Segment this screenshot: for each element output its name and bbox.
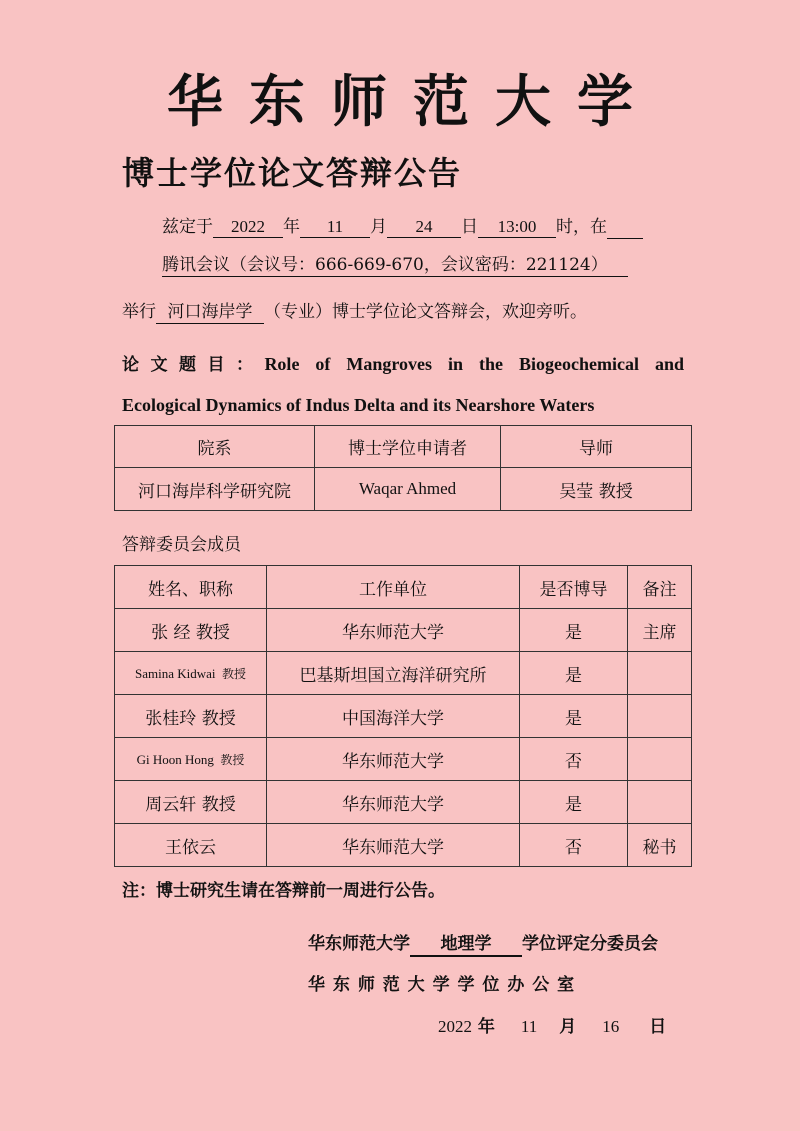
defense-day: 24 — [387, 216, 461, 238]
member-name: 周云轩 教授 — [115, 781, 267, 824]
time-unit: 时，在 — [556, 217, 607, 237]
month-unit: 月 — [370, 217, 387, 237]
committee-suffix: 学位评定分委员会 — [522, 934, 658, 954]
committee-table — [114, 565, 692, 867]
member-name — [115, 652, 267, 695]
member-organization: 中国海洋大学 — [267, 695, 520, 738]
issue-date — [438, 1012, 666, 1037]
date-prefix: 兹定于 — [162, 217, 213, 237]
member-title: 教授 — [222, 666, 247, 681]
announcement-line-2 — [162, 255, 628, 277]
thesis-label: 论文题目： — [122, 355, 265, 375]
degree-office: 华 东 师 范 大 学 学 位 办 公 室 — [308, 975, 576, 995]
table-row — [115, 781, 692, 824]
hold-prefix: 举行 — [122, 302, 156, 322]
advisor: 吴莹 教授 — [501, 468, 692, 511]
discipline: 地理学 — [410, 934, 522, 957]
announcement-line-1 — [162, 212, 643, 239]
header-organization: 工作单位 — [267, 566, 520, 609]
applicant: Waqar Ahmed — [315, 468, 501, 511]
member-name: 张 经 教授 — [115, 609, 267, 652]
venue: 腾讯会议（会议号：666-669-670，会议密码：221124） — [162, 255, 628, 277]
defense-time: 13:00 — [478, 216, 556, 238]
university-name: 华东师范大学 — [167, 69, 659, 135]
member-name — [115, 738, 267, 781]
info-table-row — [115, 468, 692, 511]
issue-day-unit: 日 — [649, 1017, 667, 1037]
header-note: 备注 — [628, 566, 692, 609]
major: 河口海岸学 — [156, 302, 264, 324]
member-note — [628, 738, 692, 781]
member-organization: 华东师范大学 — [267, 824, 520, 867]
committee-header — [115, 566, 692, 609]
issue-year-unit: 年 — [477, 1017, 495, 1037]
member-supervisor: 是 — [520, 652, 628, 695]
issue-year: 2022 — [438, 1017, 472, 1036]
day-unit: 日 — [461, 217, 478, 237]
member-supervisor: 是 — [520, 695, 628, 738]
member-name: 张桂玲 教授 — [115, 695, 267, 738]
table-row — [115, 695, 692, 738]
header-name: 姓名、职称 — [115, 566, 267, 609]
info-table-header — [115, 426, 692, 468]
member-supervisor: 否 — [520, 824, 628, 867]
issue-month-unit: 月 — [559, 1017, 577, 1037]
member-name-latin: Gi Hoon Hong — [136, 751, 214, 767]
member-organization: 巴基斯坦国立海洋研究所 — [267, 652, 520, 695]
member-supervisor: 是 — [520, 609, 628, 652]
table-row — [115, 738, 692, 781]
issue-day: 16 — [602, 1017, 620, 1036]
year-unit: 年 — [283, 217, 300, 237]
header-department: 院系 — [115, 426, 315, 468]
member-name-latin: Samina Kidwai — [134, 665, 216, 681]
header-applicant: 博士学位申请者 — [315, 426, 501, 468]
member-name: 王依云 — [115, 824, 267, 867]
thesis-title-part-1: Role of Mangroves in the Biogeochemical and — [264, 354, 685, 374]
committee-label: 答辩委员会成员 — [122, 535, 241, 555]
thesis-title-line-2: Ecological Dynamics of Indus Delta and its Nearshore Waters — [122, 395, 595, 415]
thesis-title-line-1 — [122, 350, 684, 375]
committee-prefix: 华东师范大学 — [308, 934, 410, 954]
info-table — [114, 425, 692, 511]
footer-note: 注：博士研究生请在答辩前一周进行公告。 — [122, 881, 445, 901]
header-advisor: 导师 — [501, 426, 692, 468]
table-row — [115, 652, 692, 695]
member-note — [628, 695, 692, 738]
notice-title: 博士学位论文答辩公告 — [122, 154, 463, 192]
member-organization: 华东师范大学 — [267, 738, 520, 781]
department: 河口海岸科学研究院 — [115, 468, 315, 511]
member-title: 教授 — [220, 752, 245, 767]
member-note: 主席 — [628, 609, 692, 652]
defense-year: 2022 — [213, 216, 283, 238]
member-organization: 华东师范大学 — [267, 781, 520, 824]
member-organization: 华东师范大学 — [267, 609, 520, 652]
member-note — [628, 652, 692, 695]
member-note — [628, 781, 692, 824]
table-row — [115, 824, 692, 867]
hold-suffix: （专业）博士学位论文答辩会，欢迎旁听。 — [264, 302, 587, 322]
announcement-line-3 — [122, 297, 587, 324]
issue-month: 11 — [520, 1017, 538, 1036]
member-supervisor: 否 — [520, 738, 628, 781]
degree-committee — [308, 929, 658, 957]
member-note: 秘书 — [628, 824, 692, 867]
header-supervisor: 是否博导 — [520, 566, 628, 609]
defense-month: 11 — [300, 216, 370, 238]
member-supervisor: 是 — [520, 781, 628, 824]
table-row — [115, 609, 692, 652]
